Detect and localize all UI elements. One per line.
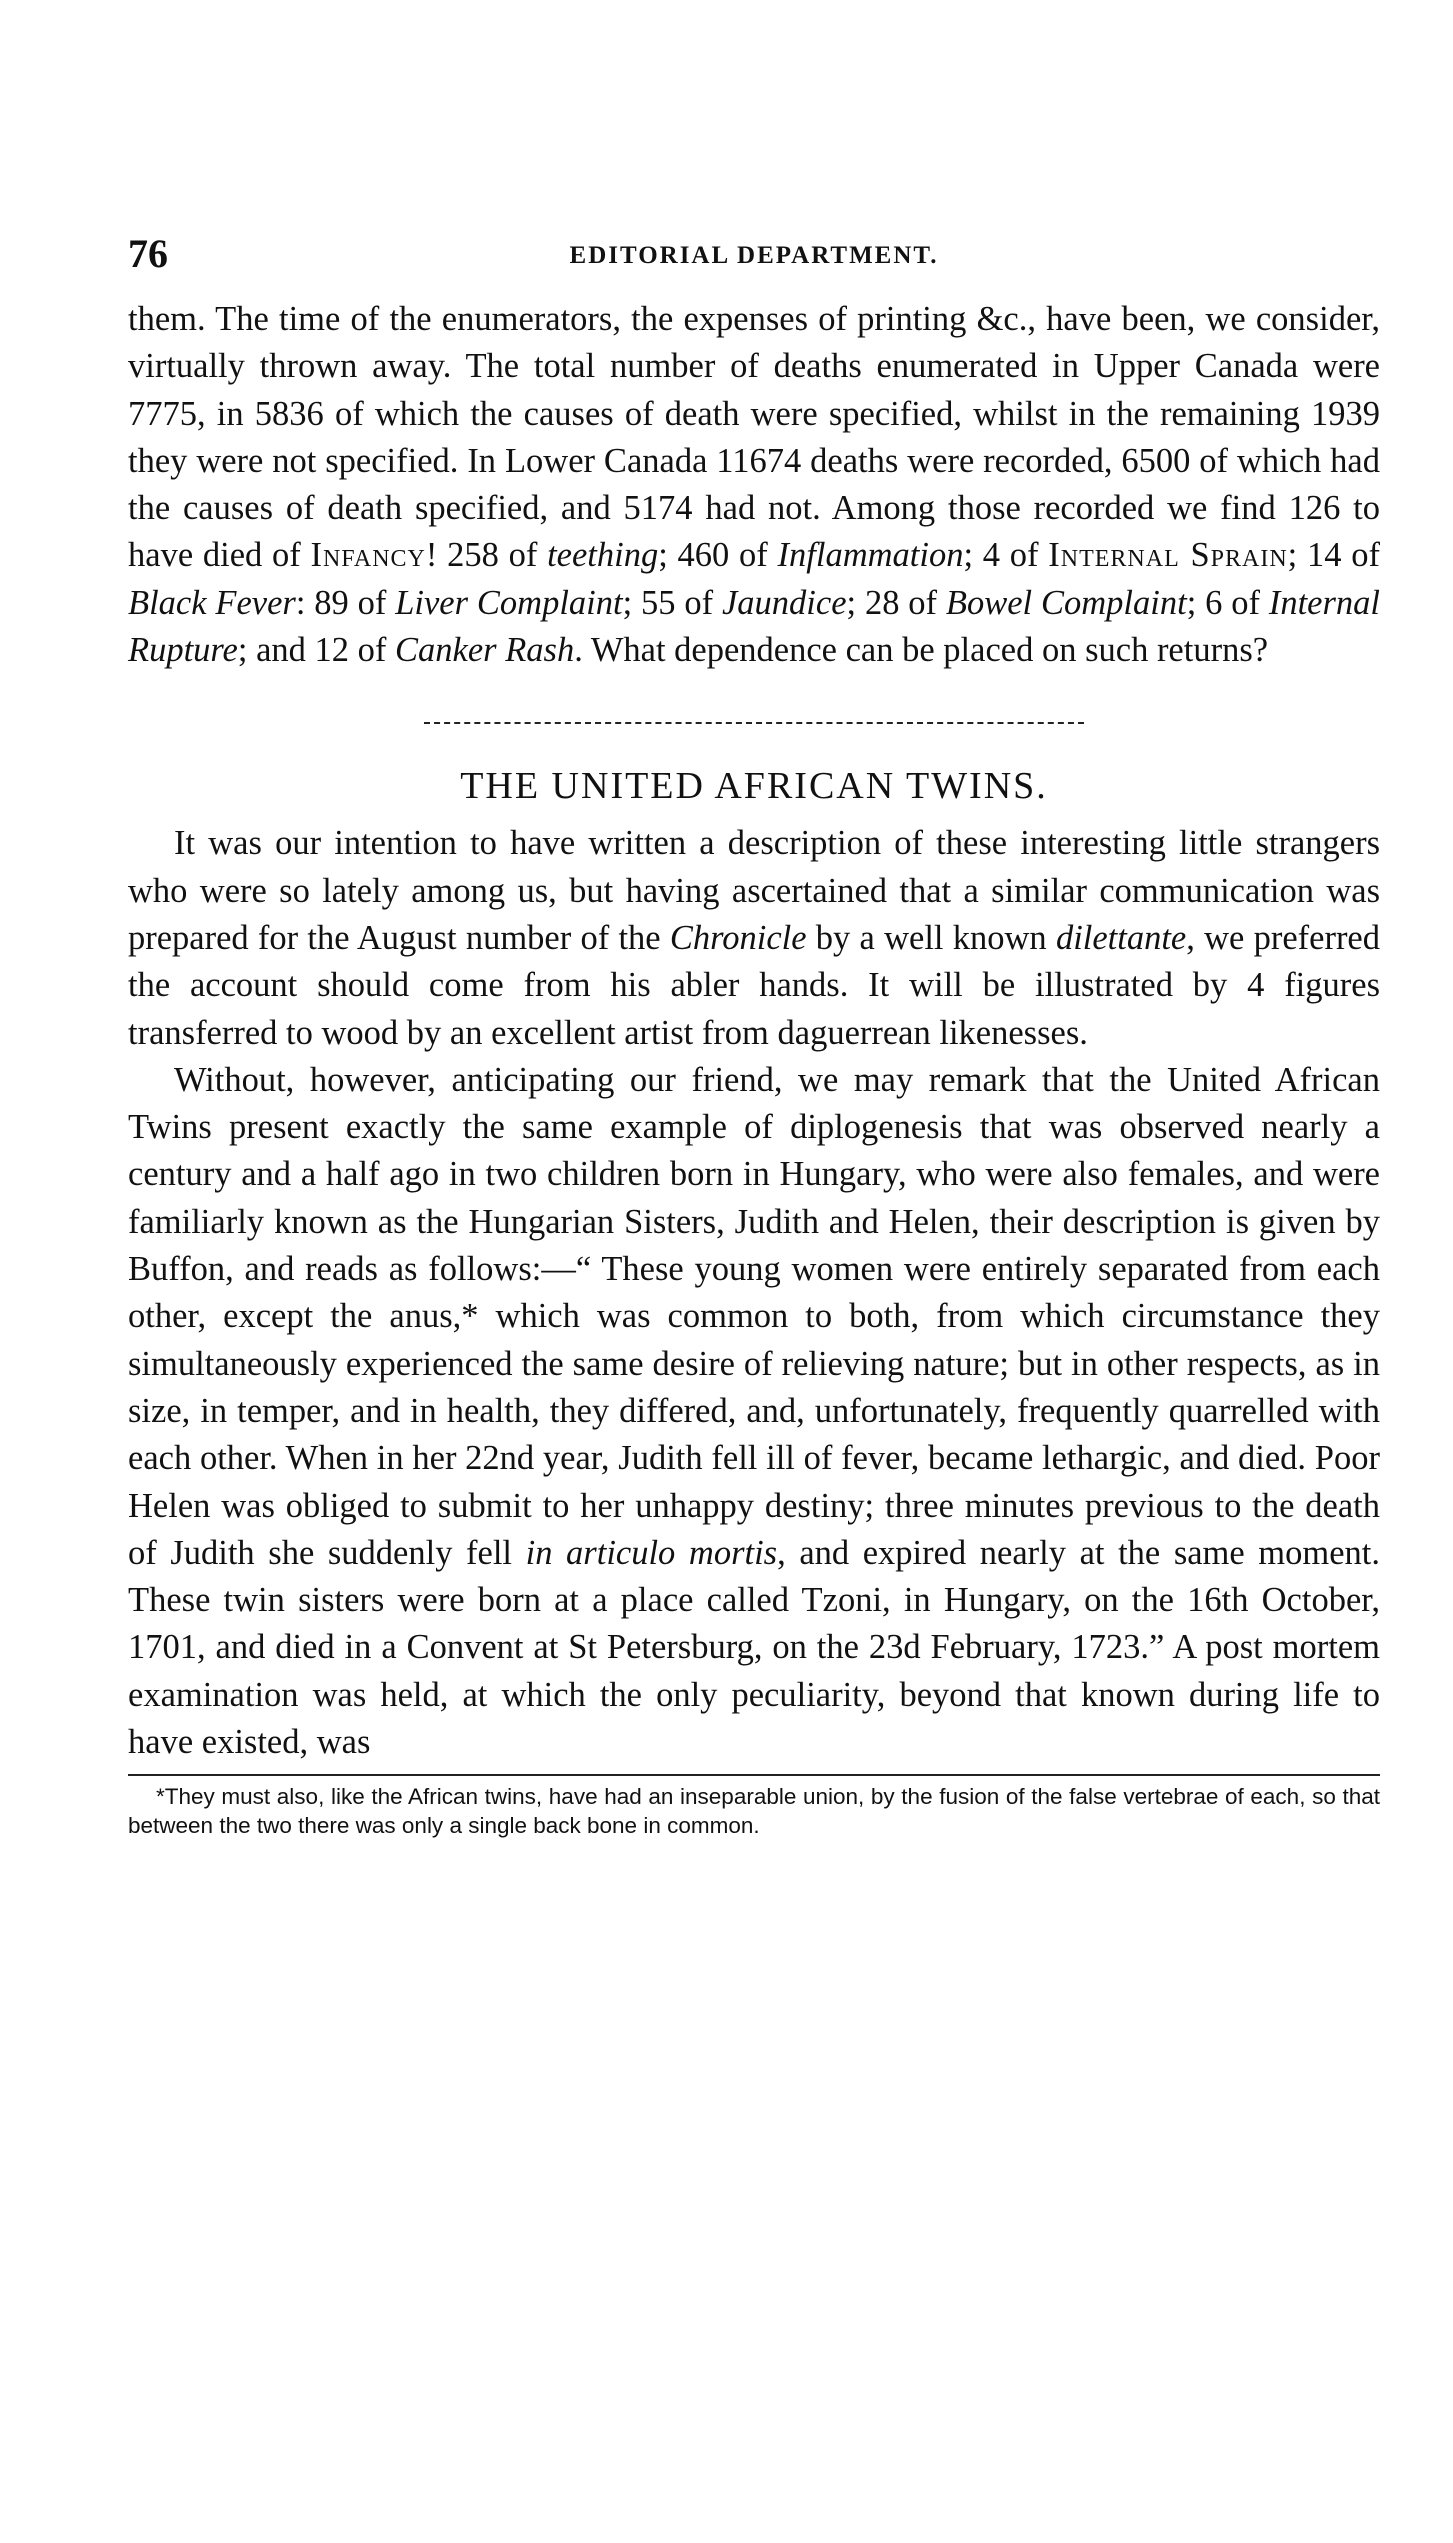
cause-bowel-complaint: Bowel Complaint bbox=[945, 583, 1187, 622]
page bbox=[128, 230, 1380, 1840]
cause-black-fever: Black Fever bbox=[128, 583, 296, 622]
footnote: *They must also, like the African twins, have had an inseparable union, by the fusion of the false vertebrae of each, so that between the two there was only a single back bone in common. bbox=[128, 1784, 1380, 1839]
article-title: THE UNITED AFRICAN TWINS. bbox=[460, 765, 1048, 808]
cause-internal-sprain: Internal Sprain bbox=[1048, 536, 1288, 575]
text-run: Without, however, anticipating our friend, we may remark that the United African Twins present exactly the same example of diplogenesis that was observed nearly a century and a half ago in two children born in Hungary, who were also females, and were familiarly known as the Hungarian Sisters, Judith and Helen, their description is given by Buffon, and reads as follows:—“ These young women were entirely separated from each other, except the anus,* which was common to both, from which circumstance they simultaneously experienced the same desire of relieving nature; but in other respects, as in size, in temper, and in health, they differed, and, unfortunately, frequently quarrelled with each other. When in her 22nd year, Judith fell ill of fever, became lethargic, and died. Poor Helen was obliged to submit to her unhappy destiny; three minutes previous to the death of Judith she suddenly fell bbox=[128, 1060, 1380, 1572]
chronicle-title: Chronicle bbox=[669, 918, 807, 957]
text-run: them. The time of the enumerators, the expenses of printing &c., have been, we consider, virtually thrown away. The total number of deaths enumerated in Upper Canada were 7775, in 5836 of which the causes of death were specified, whilst in the remaining 1939 they were not specified. In Lower Canada 11674 deaths were recorded, 6500 of which had the causes of death specified, and 5174 had not. Among those recorded we find 126 to have died of bbox=[128, 300, 1380, 575]
text-run: It was our intention to have written a description of these interesting little strangers who were so lately among us, but having ascertained that a similar communication was prepared for the August number of the bbox=[128, 824, 1380, 957]
text-run: ! 258 of bbox=[425, 536, 548, 575]
article-paragraph-1 bbox=[128, 820, 1380, 1056]
text-run: by a well known bbox=[806, 918, 1056, 957]
section-separator bbox=[424, 722, 1084, 724]
text-run: ; 4 of bbox=[963, 536, 1049, 575]
article-paragraph-2 bbox=[128, 1057, 1380, 1766]
text-run: ; 28 of bbox=[846, 583, 946, 622]
cause-infancy: Infancy bbox=[310, 536, 426, 575]
text-run: ; 6 of bbox=[1186, 583, 1269, 622]
cause-inflammation: Inflammation bbox=[777, 536, 964, 575]
latin-phrase: in articulo mortis bbox=[525, 1533, 778, 1572]
continued-paragraph bbox=[128, 296, 1380, 674]
page-number: 76 bbox=[128, 231, 168, 276]
text-run: ; 14 of bbox=[1287, 536, 1380, 575]
dilettante-word: dilettante bbox=[1055, 918, 1187, 957]
running-header bbox=[128, 230, 1380, 290]
cause-internal-rupture: Internal Rupture bbox=[128, 583, 1380, 670]
text-run: ; 460 of bbox=[658, 536, 778, 575]
text-run: : 89 of bbox=[295, 583, 396, 622]
footnote-rule bbox=[128, 1774, 1380, 1776]
cause-jaundice: Jaundice bbox=[721, 583, 847, 622]
text-run: , and expired nearly at the same moment. These twin sisters were born at a place called Tzoni, in Hungary, on the 16th October, 1701, and died in a Convent at St Petersburg, on the 23d February, 1723.” A post mortem examination was held, at which the only peculiarity, beyond that known during life to have existed, was bbox=[128, 1533, 1380, 1762]
cause-canker-rash: Canker Rash bbox=[395, 631, 575, 670]
cause-teething: teething bbox=[547, 536, 659, 575]
text-run: ; 55 of bbox=[622, 583, 722, 622]
text-run: . What dependence can be placed on such returns? bbox=[574, 631, 1269, 670]
cause-liver-complaint: Liver Complaint bbox=[395, 583, 623, 622]
text-run: , we preferred the account should come from his abler hands. It will be illustrated by 4 figures transferred to wood by an excellent artist from daguerrean likenesses. bbox=[128, 918, 1380, 1052]
running-title: EDITORIAL DEPARTMENT. bbox=[569, 242, 939, 269]
text-run: ; and 12 of bbox=[237, 631, 396, 670]
